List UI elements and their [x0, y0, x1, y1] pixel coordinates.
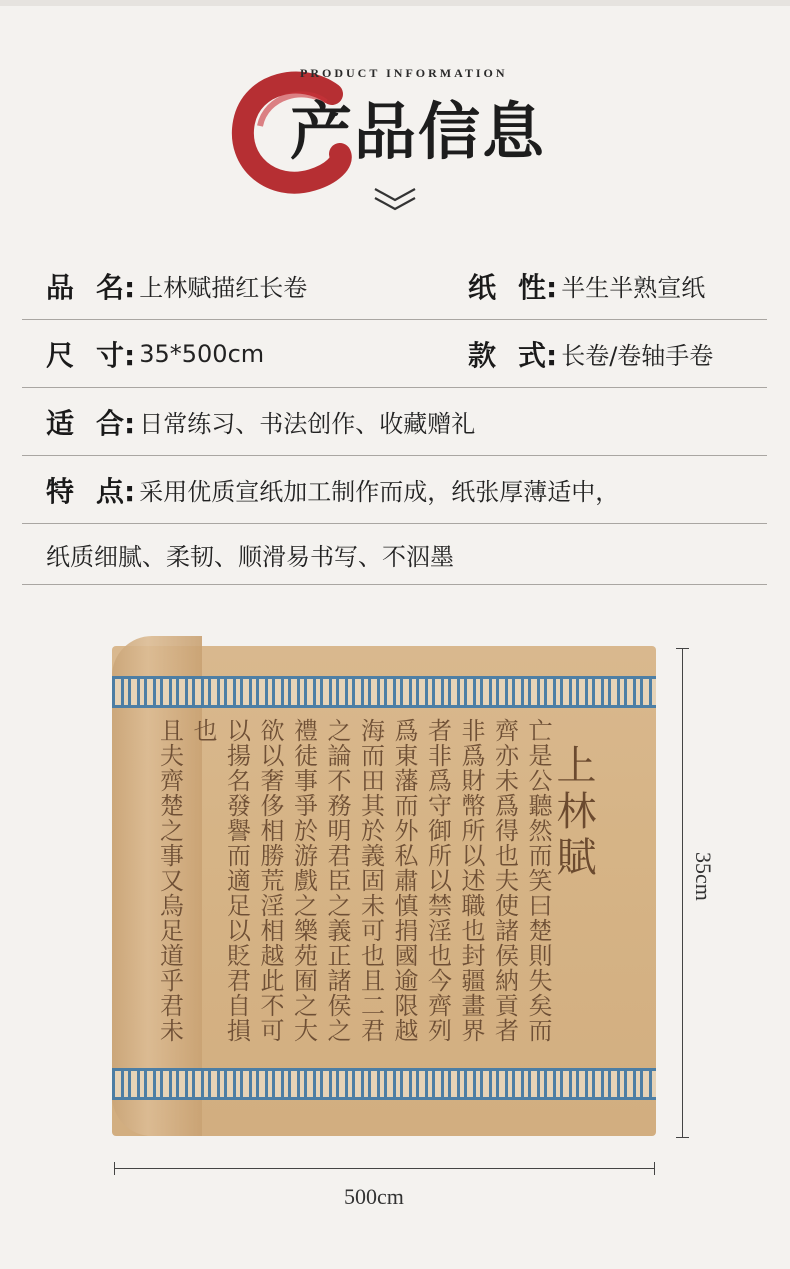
scroll-text-column: 之論不務明君臣之義正諸侯之 [323, 718, 351, 1043]
use-label: 适 合: [46, 406, 136, 440]
product-scroll-image [112, 636, 656, 1146]
scroll-text-column: 以揚名發譽而適足以貶君自損 [222, 718, 251, 1043]
scroll-border-bottom [112, 1068, 656, 1100]
info-row-feature [22, 456, 767, 524]
width-dimension-line [114, 1168, 655, 1169]
info-row-name [22, 252, 767, 320]
style-label: 款 式: [468, 338, 558, 372]
use-value: 日常练习、书法创作、收藏赠礼 [139, 410, 476, 438]
size-label: 尺 寸: [46, 338, 136, 372]
feature-value: 采用优质宣纸加工制作而成，纸张厚薄适中， [139, 478, 620, 506]
height-dimension-label: 35cm [691, 852, 716, 901]
info-row-feature-cont [22, 524, 767, 585]
name-label: 品 名: [46, 270, 136, 304]
paper-label: 纸 性: [468, 270, 558, 304]
paper-value: 半生半熟宣纸 [561, 274, 706, 302]
double-chevron-down-icon [372, 186, 418, 212]
product-info-table [22, 252, 767, 585]
scroll-text-column: 且夫齊楚之事又烏足道乎君未 [155, 718, 184, 1043]
top-divider [0, 0, 790, 6]
width-dimension-label: 500cm [344, 1184, 404, 1209]
info-row-use [22, 388, 767, 456]
name-value: 上林赋描红长卷 [139, 274, 308, 302]
header-subtitle: PRODUCT INFORMATION [300, 66, 508, 80]
scroll-text-column: 海而田其於義固未可也且二君 [356, 718, 385, 1043]
section-header [0, 60, 790, 220]
height-dimension-line [682, 648, 683, 1138]
scroll-text-column: 齊亦未爲得也夫使諸侯納貢者 [490, 718, 519, 1043]
scroll-text-column: 亡是公聽然而笑曰楚則失矣而 [524, 718, 552, 1043]
scroll-text-column: 欲以奢侈相勝荒淫相越此不可 [256, 718, 284, 1043]
scroll-text-column: 非爲財幣所以述職也封疆畫界 [457, 718, 485, 1043]
page-title: 产品信息 [290, 95, 547, 168]
scroll-text-column: 禮徒事爭於游戲之樂苑囿之大 [289, 718, 318, 1043]
info-row-size [22, 320, 767, 388]
scroll-text-column: 爲東藩而外私肅慎捐國逾限越 [390, 718, 418, 1043]
feature-label: 特 点: [46, 474, 136, 508]
size-value: 35*500cm [139, 339, 265, 368]
style-value: 长卷/卷轴手卷 [561, 342, 714, 370]
scroll-text-column: 也 [189, 718, 217, 743]
scroll-text-column: 者非爲守御所以禁淫也今齊列 [423, 718, 452, 1043]
feature-continued: 纸质细腻、柔韧、顺滑易书写、不泅墨 [46, 542, 454, 571]
scroll-title: 上林賦 [550, 744, 596, 882]
scroll-border-top [112, 676, 656, 708]
